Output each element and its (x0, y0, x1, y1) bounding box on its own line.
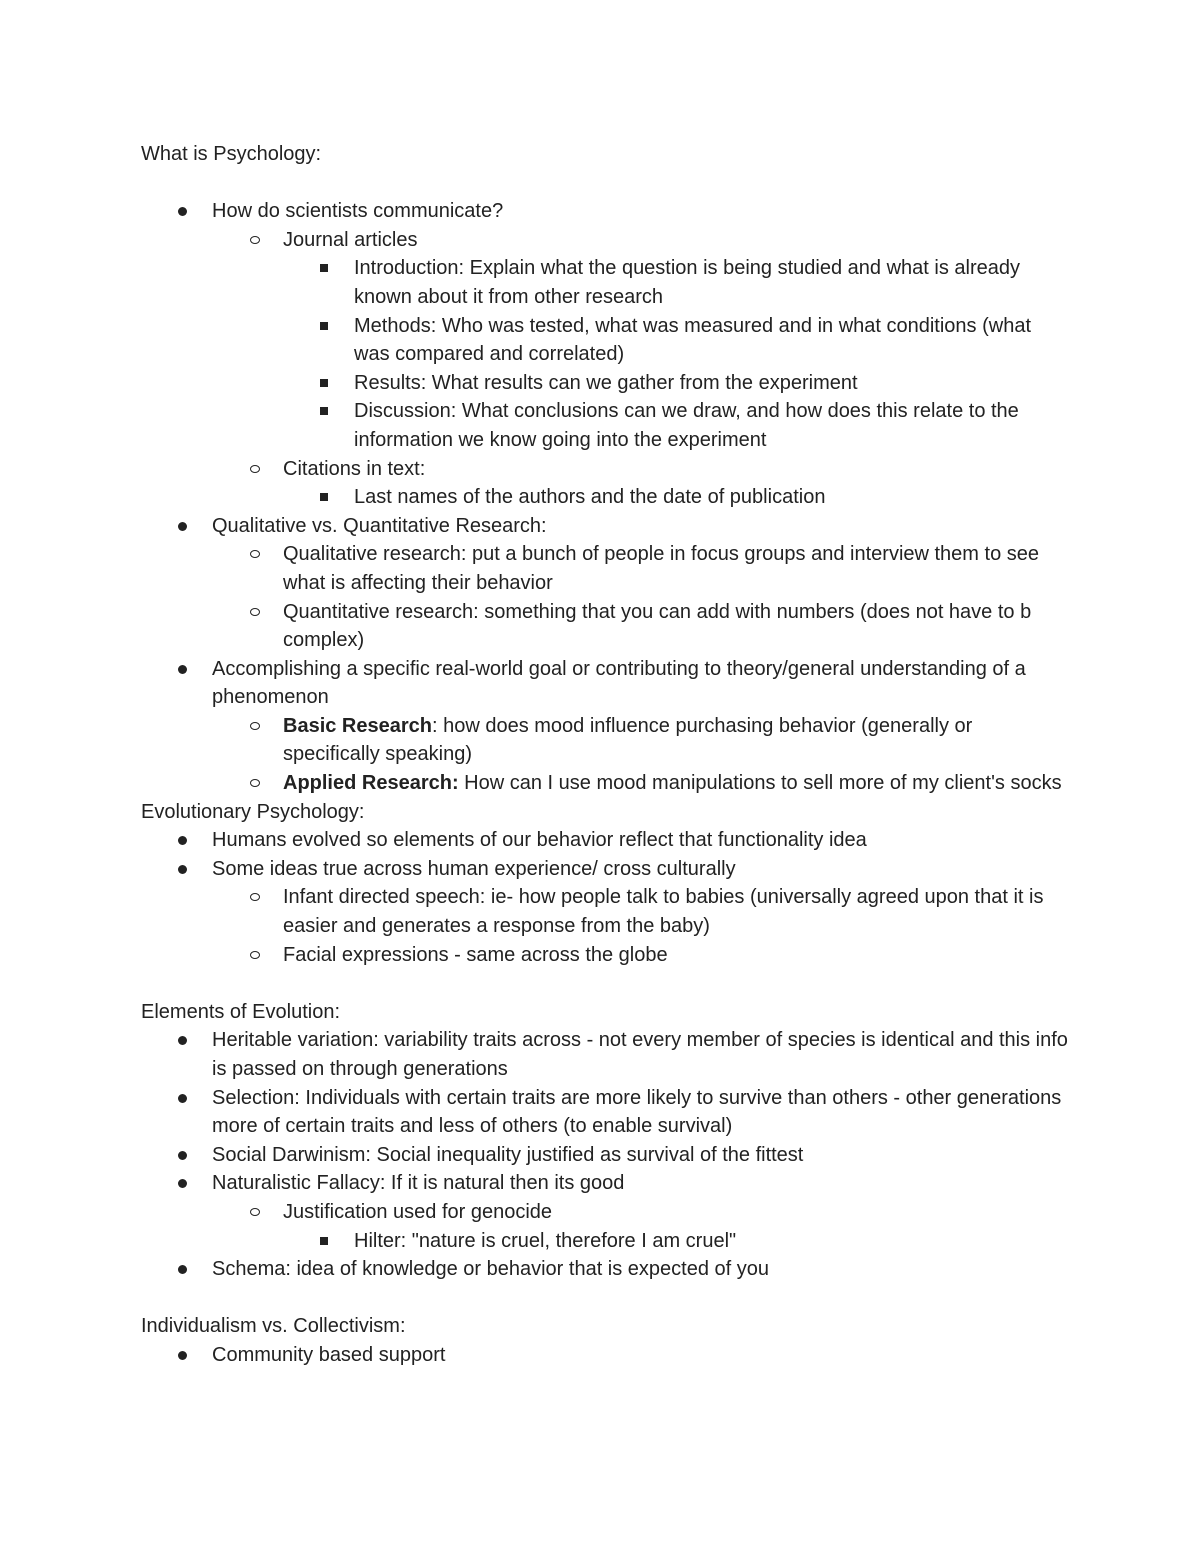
list-item (212, 941, 1071, 970)
filled-circle-bullet-icon (178, 207, 187, 216)
hollow-circle-bullet-icon (250, 236, 260, 244)
filled-circle-bullet-icon (178, 1351, 187, 1360)
list-item-text: Quantitative research: something that you can add with numbers (does not have to b complex) (283, 600, 1032, 652)
hollow-circle-bullet-icon (250, 779, 260, 787)
list-item (141, 1026, 1071, 1083)
sub-bullet-list (212, 226, 1071, 512)
bullet-list (141, 197, 1071, 797)
list-item-text: Justification used for genocide (283, 1200, 553, 1223)
list-item (141, 655, 1071, 798)
section-heading: What is Psychology: (141, 143, 322, 165)
list-item (212, 883, 1071, 940)
bullet-list (141, 1341, 1071, 1370)
hollow-circle-bullet-icon (250, 608, 260, 616)
list-item-text: Infant directed speech: ie- how people talk to babies (universally agreed upon that it is easier and generates a response from the baby) (283, 886, 1044, 938)
term-description: How can I use mood manipulations to sell more of my client's socks (458, 772, 1062, 795)
list-item (141, 1141, 1071, 1170)
list-item-text: Discussion: What conclusions can we draw, and how does this relate to the information we know going into the experiment (354, 400, 1019, 451)
sub-bullet-list (212, 540, 1071, 654)
bullet-list (141, 1026, 1071, 1283)
filled-circle-bullet-icon (178, 665, 187, 674)
blank-line (141, 1284, 1071, 1313)
list-item-text: Heritable variation: variability traits across - not every member of species is identical and this info is passed on through generations (212, 1029, 1068, 1080)
list-item (141, 1255, 1071, 1284)
list-item (212, 712, 1071, 769)
list-item-text: Qualitative research: put a bunch of people in focus groups and interview them to see what is affecting their behavior (283, 543, 1040, 594)
list-item (212, 1198, 1071, 1255)
section-heading: Individualism vs. Collectivism: (141, 1315, 406, 1338)
list-item (283, 254, 1071, 311)
list-item-text: Community based support (212, 1343, 446, 1366)
square-bullet-icon (320, 379, 328, 387)
term-description: : how does mood influence purchasing behavior (generally or specifically speaking) (283, 714, 973, 766)
filled-circle-bullet-icon (178, 865, 187, 874)
list-item-text: Qualitative vs. Quantitative Research: (212, 514, 547, 537)
filled-circle-bullet-icon (178, 1036, 187, 1045)
list-item (141, 1169, 1071, 1255)
bold-term: Applied Research: (283, 772, 459, 795)
filled-circle-bullet-icon (178, 1151, 187, 1160)
list-item (283, 397, 1071, 454)
square-bullet-icon (320, 264, 328, 272)
list-item (141, 197, 1071, 512)
list-item (283, 483, 1071, 512)
hollow-circle-bullet-icon (250, 893, 260, 901)
list-item-text: Hilter: "nature is cruel, therefore I am cruel" (354, 1229, 737, 1252)
list-item (212, 769, 1071, 798)
list-item-text: Some ideas true across human experience/ cross culturally (212, 857, 736, 880)
list-item-text: How do scientists communicate? (212, 200, 504, 223)
list-item-text: Methods: Who was tested, what was measured and in what conditions (what was compared and correlated) (354, 314, 1032, 366)
blank-line (141, 169, 1071, 198)
square-bullet-icon (320, 1237, 328, 1245)
square-bullet-icon (320, 322, 328, 330)
list-item-text: Naturalistic Fallacy: If it is natural then its good (212, 1172, 625, 1195)
list-item (212, 226, 1071, 455)
list-item-text: Selection: Individuals with certain traits are more likely to survive than others - other generations more of certain traits and less of others (to enable survival) (212, 1086, 1062, 1138)
list-item (141, 512, 1071, 655)
hollow-circle-bullet-icon (250, 722, 260, 730)
list-item (212, 598, 1071, 655)
sub-bullet-list (212, 712, 1071, 798)
sub-sub-bullet-list (283, 483, 1071, 512)
list-item-text: Journal articles (283, 228, 418, 251)
hollow-circle-bullet-icon (250, 1208, 260, 1216)
list-item (141, 1084, 1071, 1141)
list-item (212, 455, 1071, 512)
filled-circle-bullet-icon (178, 836, 187, 845)
filled-circle-bullet-icon (178, 522, 187, 531)
list-item-text: Social Darwinism: Social inequality justified as survival of the fittest (212, 1143, 804, 1166)
filled-circle-bullet-icon (178, 1265, 187, 1274)
list-item-text (283, 712, 1071, 769)
square-bullet-icon (320, 493, 328, 501)
blank-line (141, 969, 1071, 998)
sub-bullet-list (212, 883, 1071, 969)
filled-circle-bullet-icon (178, 1179, 187, 1188)
list-item-text: Last names of the authors and the date of publication (354, 486, 826, 509)
document-page (141, 140, 1071, 1370)
hollow-circle-bullet-icon (250, 465, 260, 473)
list-item-text: Schema: idea of knowledge or behavior that is expected of you (212, 1258, 770, 1281)
list-item-text: Humans evolved so elements of our behavior reflect that functionality idea (212, 829, 867, 852)
list-item (283, 369, 1071, 398)
list-item (141, 855, 1071, 969)
list-item-text: Citations in text: (283, 457, 426, 480)
sub-sub-bullet-list (283, 1227, 1071, 1256)
list-item-text: Facial expressions - same across the globe (283, 943, 668, 966)
list-item (283, 312, 1071, 369)
list-item-text: Introduction: Explain what the question is being studied and what is already known about it from other research (354, 257, 1020, 308)
section-heading: Elements of Evolution: (141, 1000, 340, 1023)
bullet-list (141, 826, 1071, 969)
list-item (141, 1341, 1071, 1370)
sub-sub-bullet-list (283, 254, 1071, 454)
list-item (141, 826, 1071, 855)
list-item-text (283, 769, 1071, 798)
square-bullet-icon (320, 407, 328, 415)
list-item-text: Results: What results can we gather from the experiment (354, 371, 858, 394)
hollow-circle-bullet-icon (250, 951, 260, 959)
filled-circle-bullet-icon (178, 1094, 187, 1103)
section-heading: Evolutionary Psychology: (141, 800, 365, 823)
hollow-circle-bullet-icon (250, 550, 260, 558)
bold-term: Basic Research (283, 714, 432, 737)
list-item-text: Accomplishing a specific real-world goal or contributing to theory/general understanding of a phenomenon (212, 657, 1026, 709)
list-item (212, 540, 1071, 597)
list-item (283, 1227, 1071, 1256)
sub-bullet-list (212, 1198, 1071, 1255)
